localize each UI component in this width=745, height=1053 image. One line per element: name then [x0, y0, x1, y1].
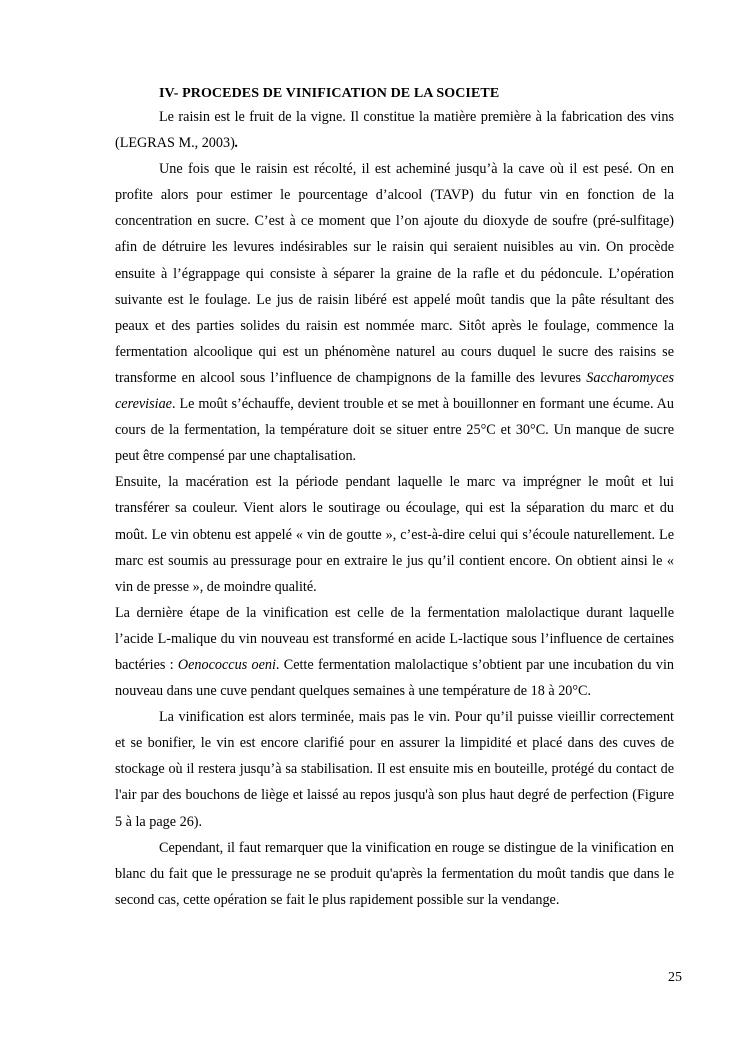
species-name-yeast: Saccharomyces cerevisiae: [115, 369, 674, 413]
paragraph-intro: [115, 104, 674, 156]
paragraph-maceration: Ensuite, la macération est la période pendant laquelle le marc va imprégner le moût et lui transférer sa couleur. Vient alors le soutirage ou écoulage, qui est la séparation du marc et du moût. Le vin obtenu est appelé « vin de goutte », c’est-à-dire celui qui s’écoule naturellement. Le marc est soumis au pressurage pour en extraire le jus qu’il contient encore. On obtient ainsi le « vin de presse », de moindre qualité.: [115, 474, 674, 595]
page-number: 25: [668, 970, 682, 985]
section-heading: IV- PROCEDES DE VINIFICATION DE LA SOCIETE: [159, 86, 500, 101]
paragraph-aging: La vinification est alors terminée, mais pas le vin. Pour qu’il puisse vieillir correctement et se bonifier, le vin est encore clarifié pour en assurer la limpidité et placé dans des cuves de stockage où il restera jusqu’à sa stabilisation. Il est ensuite mis en bouteille, protégé du contact de l'air par des bouchons de liège et laissé au repos jusqu'à son plus haut degré de perfection (Figure 5 à la page 26).: [115, 709, 674, 830]
paragraph-harvest-text-a: Une fois que le raisin est récolté, il est acheminé jusqu’à la cave où il est pesé. On en profite alors pour estimer le pourcentage d’alcool (TAVP) du futur vin en fonction de la concentration en sucre. C’est à ce moment que l’on ajoute du dioxyde de soufre (pré-sulfitage) afin de détruire les levures indésirables sur le raisin qui seraient nuisibles au vin. On procède ensuite à l’égrappage qui consiste à séparer la graine de la rafle et du pédoncule. L’opération suivante est le foulage. Le jus de raisin libéré est appelé moût tandis que la pâte résultant des peaux et des parties solides du raisin est nommée marc. Sitôt après le foulage, commence la fermentation alcoolique qui est un phénomène naturel au cours duquel le sucre des raisins se transforme en alcool sous l’influence de champignons de la famille des levures: [115, 161, 674, 386]
document-page: [115, 84, 674, 913]
paragraph-intro-end: .: [234, 135, 239, 152]
paragraph-malolactic-text-a: La dernière étape de la vinification est celle de la fermentation malolactique durant laquelle l’acide L-malique du vin nouveau est transformé en acide L-lactique sous l’influence de certaines bactéries :: [115, 604, 674, 673]
paragraph-intro-text: Le raisin est le fruit de la vigne. Il constitue la matière première à la fabrication des vins (LEGRAS M., 2003): [115, 109, 674, 152]
species-name-bacteria: Oenococcus oeni: [177, 656, 276, 673]
paragraph-harvest: [115, 156, 674, 469]
paragraph-harvest-text-b: . Le moût s’échauffe, devient trouble et se met à bouillonner en formant une écume. Au cours de la fermentation, la température doit se situer entre 25°C et 30°C. Un manque de sucre peut être compensé par une chaptalisation.: [115, 396, 674, 465]
paragraph-malolactic: [115, 600, 674, 704]
paragraph-red-vs-white: Cependant, il faut remarquer que la vinification en rouge se distingue de la vinification en blanc du fait que le pressurage ne se produit qu'après la fermentation du moût tandis que dans le second cas, cette opération se fait le plus rapidement possible sur la vendange.: [115, 839, 674, 908]
paragraph-malolactic-text-b: . Cette fermentation malolactique s’obtient par une incubation du vin nouveau dans une cuve pendant quelques semaines à une température de 18 à 20°C.: [115, 656, 674, 700]
